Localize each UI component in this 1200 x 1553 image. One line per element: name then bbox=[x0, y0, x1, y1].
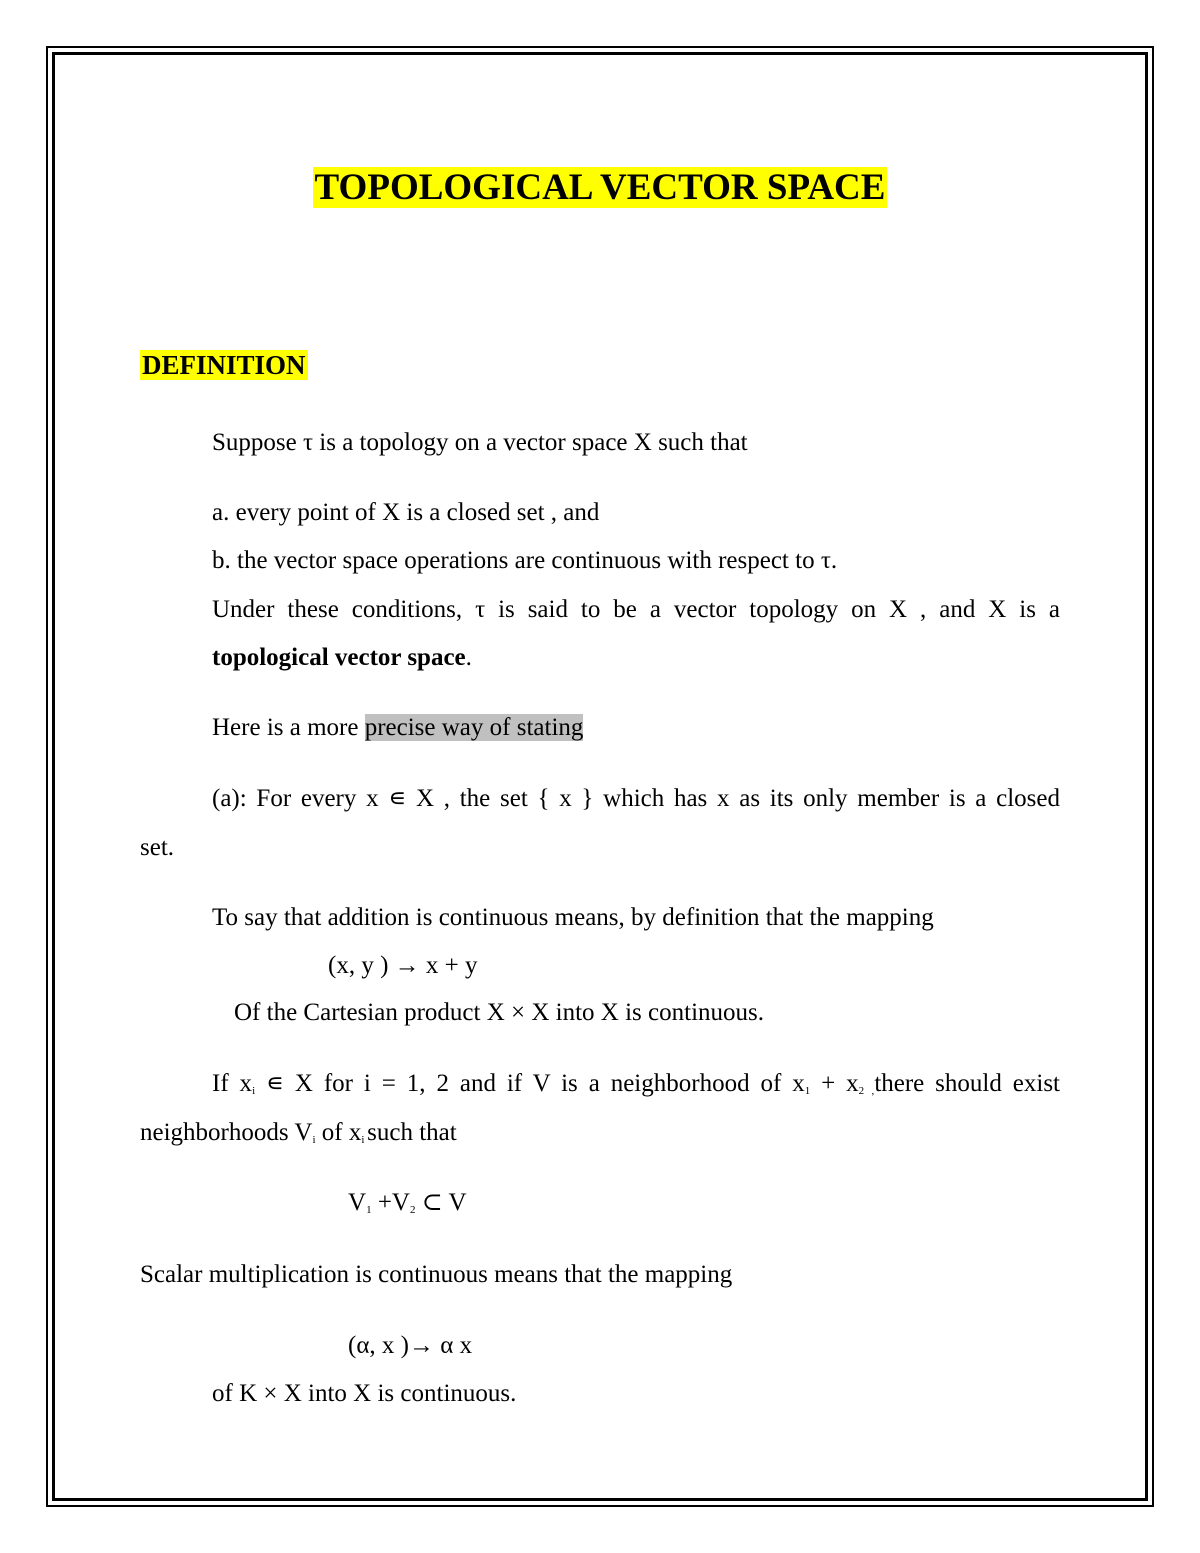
neighborhood-line: If $x_i$ ∊ X for i = 1, 2 and if V is a neighborhood of $x_1$ + $x_{2 ,}there$ should exist bbox=[212, 1070, 1060, 1097]
cartesian-line: Of the Cartesian product X × X into X is continuous. bbox=[234, 999, 764, 1026]
neighborhood-line-continued: neighborhoods $V_i$ of $x_i$ such that bbox=[140, 1119, 457, 1146]
scalar-mapping: (α, x )→ α x bbox=[348, 1332, 473, 1359]
here-line: Here is a more precise way of stating bbox=[212, 714, 584, 741]
inclusion-formula: $V_1 +V_2$ ⊂ V bbox=[348, 1189, 467, 1216]
definition-heading: DEFINITION bbox=[142, 350, 306, 380]
suppose-line: Suppose τ is a topology on a vector space X such that bbox=[212, 429, 748, 456]
under-conditions-line: Under these conditions, τ is said to be a vector topology on X , and X is a bbox=[212, 596, 1060, 623]
tvs-term-line: topological vector space. bbox=[212, 644, 472, 671]
scalar-line: Scalar multiplication is continuous means that the mapping bbox=[140, 1261, 733, 1288]
addition-line: To say that addition is continuous means, by definition that the mapping bbox=[212, 904, 934, 931]
statement-a-continued: set. bbox=[140, 834, 175, 861]
page-title: TOPOLOGICAL VECTOR SPACE bbox=[314, 167, 886, 208]
addition-mapping: (x, y ) → x + y bbox=[328, 952, 478, 979]
item-a: a. every point of X is a closed set , and bbox=[212, 499, 600, 526]
statement-a: (a): For every x ∊ X , the set { x } which has x as its only member is a closed bbox=[212, 785, 1060, 812]
tvs-term: topological vector space bbox=[212, 644, 466, 671]
item-b: b. the vector space operations are continuous with respect to τ. bbox=[212, 547, 838, 574]
k-x-line: of K × X into X is continuous. bbox=[212, 1380, 517, 1407]
highlighted-phrase: precise way of stating bbox=[364, 714, 584, 741]
